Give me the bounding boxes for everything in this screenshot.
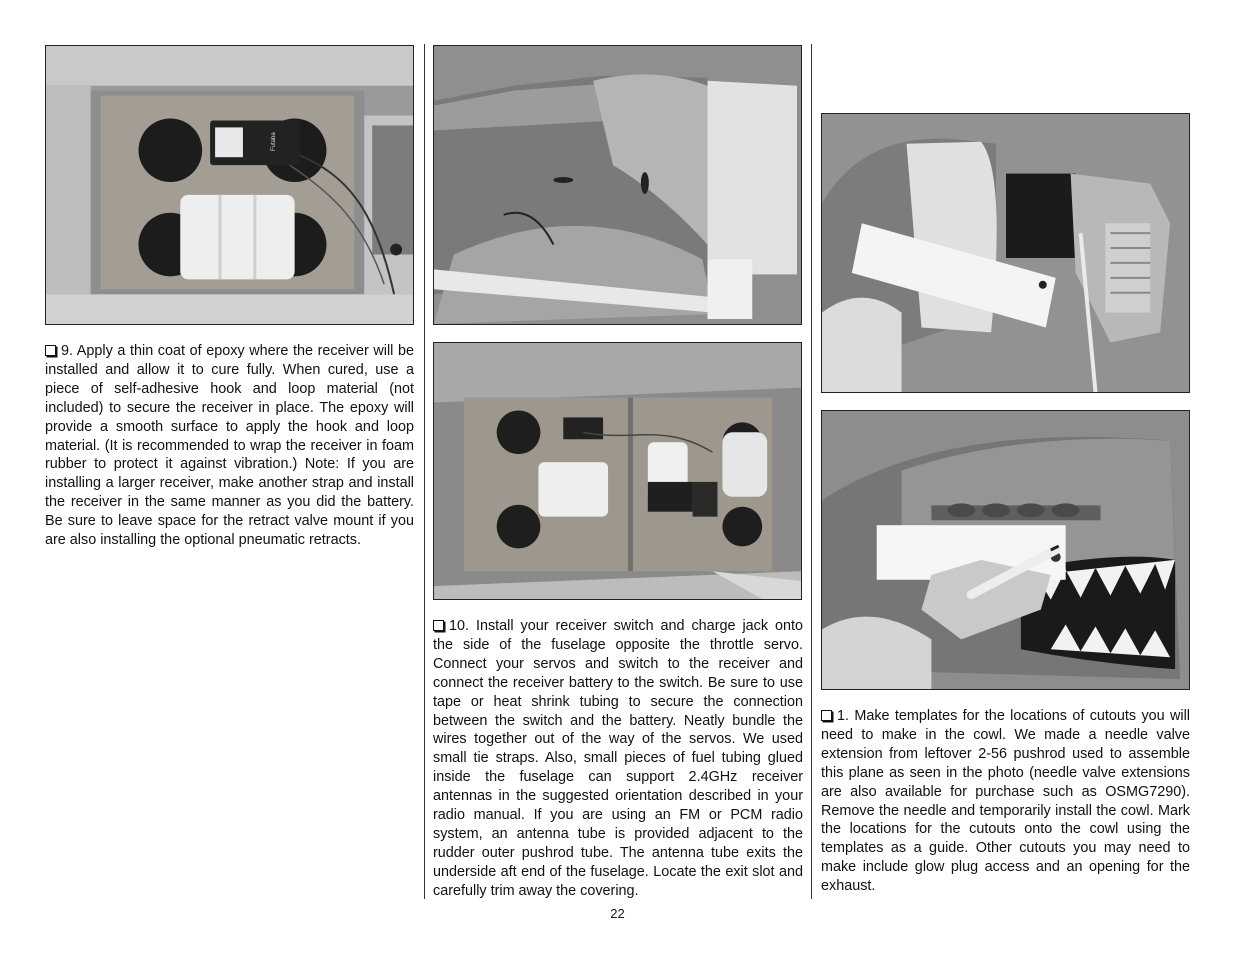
fuselage-side-photo xyxy=(433,45,802,325)
cowl-marking-photo xyxy=(821,410,1190,690)
step-1-body: 1. Make templates for the locations of cutouts you will need to make in the cowl. We made a needle valve extension from leftover 2-56 pushrod used to assemble this plane as seen in the photo (needle valve extensions are also available for purchase such as OSMG7290). Remove the needle and temporarily install the cowl. Mark the locations for the cutouts onto the cowl using the templates as a guide. Other cutouts you may need to make include glow plug access and an opening for the exhaust. xyxy=(821,708,1190,895)
cowl-template-photo xyxy=(821,113,1190,393)
column-divider-right xyxy=(811,44,812,899)
receiver-label-brand: Futaba xyxy=(271,132,277,151)
step-10-body: 10. Install your receiver switch and charge jack onto the side of the fuselage opposite the throttle servo. Connect your servos and switch to the receiver and connect the receiver battery to the switch. Be sure to use tape or heat shrink tubing to secure the connection between the switch and the battery. Neatly bundle the wires together out of the way of the servos. We used small tie straps. Also, small pieces of fuel tubing glued inside the fuselage can support 2.4GHz receiver antennas in the suggested orientation described in your radio manual. If you are using an FM or PCM radio system, an antenna tube is provided adjacent to the rudder outer pushrod tube. The antenna tube exits the underside aft end of the fuselage. Locate the exit slot and carefully trim away the covering. xyxy=(433,618,803,899)
step-1-text xyxy=(821,707,1190,896)
receiver-bay-photo xyxy=(45,45,414,325)
servo-bay-photo xyxy=(433,342,802,600)
column-divider-left xyxy=(424,44,425,899)
step-9-text xyxy=(45,342,414,550)
step-10-checkbox[interactable] xyxy=(433,620,444,631)
step-9-body: 9. Apply a thin coat of epoxy where the receiver will be installed and allow it to cure fully. When cured, use a piece of self-adhesive hook and loop material (not included) to secure the receiver in place. The epoxy will provide a smooth surface to apply the hook and loop material. (It is recommended to wrap the receiver in foam rubber to protect it against vibration.) Note: If you are installing a larger receiver, make another strap and install the receiver in the same manner as you did the battery. Be sure to leave space for the retract valve mount if you are also installing the optional pneumatic retracts. xyxy=(45,343,414,549)
step-10-text xyxy=(433,617,803,901)
page-number: 22 xyxy=(610,906,625,921)
step-1-checkbox[interactable] xyxy=(821,710,832,721)
step-9-checkbox[interactable] xyxy=(45,345,56,356)
